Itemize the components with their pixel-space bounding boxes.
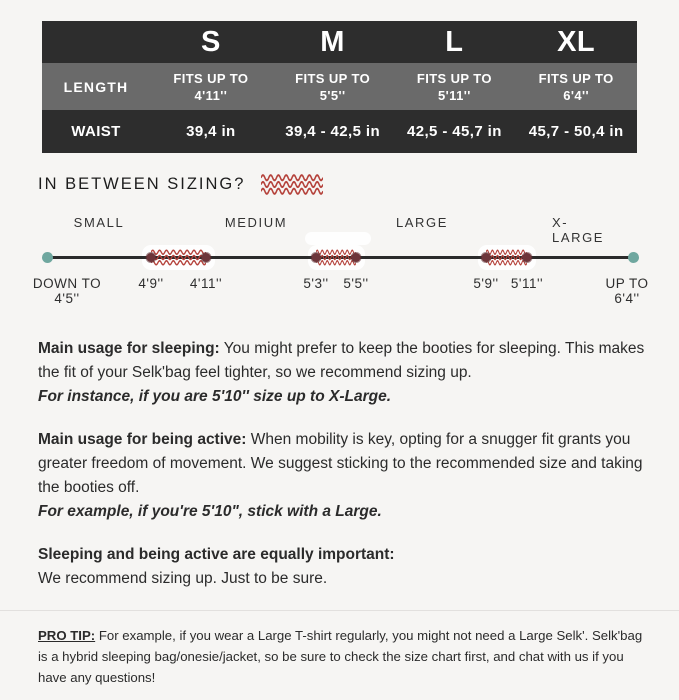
waist-cell-s: 39,4 in [186, 123, 236, 140]
divider [0, 610, 679, 611]
length-cell-m: FITS UP TO 5'5'' [295, 70, 371, 103]
size-chart-table [42, 21, 637, 153]
usage-note-sleeping [38, 337, 651, 409]
between-sizing-heading-row [38, 169, 679, 199]
scale-end-dot-left [42, 252, 53, 263]
scale-end-dot-right [628, 252, 639, 263]
usage-note-active [38, 428, 651, 524]
range-dot [482, 253, 491, 262]
note-example: For instance, if you are 5'10'' size up to X-Large. [38, 388, 392, 405]
waist-row [42, 110, 637, 153]
length-cell-l: FITS UP TO 5'11'' [416, 70, 492, 103]
note-heading: Main usage for being active: [38, 431, 247, 448]
waist-cell-xl: 45,7 - 50,4 in [528, 123, 624, 140]
scale-left-end-label: DOWN TO 4'5'' [32, 276, 102, 306]
tick-5-11: 5'11'' [510, 276, 544, 291]
note-heading: Sleeping and being active are equally important: [38, 546, 395, 563]
tick-5-5: 5'5'' [343, 276, 369, 291]
range-dot [147, 253, 156, 262]
zone-label-large: LARGE [395, 215, 449, 230]
pro-tip-body: For example, if you wear a Large T-shirt regularly, you might not need a Large Selk'. Selk'bag is a hybrid sleeping bag/onesie/jacket, so be sure to check the size chart first, and chat with us if you have any questions! [38, 628, 643, 685]
height-scale [32, 209, 649, 309]
size-chart-header-row [42, 21, 637, 63]
length-cell-s: FITS UP TO 4'11'' [173, 70, 249, 103]
usage-note-both [38, 543, 651, 591]
size-chart-corner [42, 21, 150, 63]
pro-tip-label: PRO TIP: [38, 628, 96, 643]
squiggle-icon [261, 171, 323, 198]
range-dot [523, 253, 532, 262]
between-range-squiggle-2 [316, 247, 356, 268]
waist-cell-m: 39,4 - 42,5 in [285, 123, 381, 140]
range-dot [352, 253, 361, 262]
note-heading: Main usage for sleeping: [38, 340, 220, 357]
between-range-squiggle-3 [486, 247, 527, 268]
tick-4-11: 4'11'' [189, 276, 223, 291]
size-column-m: M [320, 25, 345, 58]
tick-5-9: 5'9'' [473, 276, 499, 291]
size-column-xl: XL [557, 25, 596, 58]
range-dot [312, 253, 321, 262]
zone-label-xlarge: X-LARGE [552, 215, 605, 245]
size-column-l: L [445, 25, 464, 58]
zone-label-medium: MEDIUM [224, 215, 288, 230]
note-body: We recommend sizing up. Just to be sure. [38, 570, 328, 587]
highlight-band [305, 232, 371, 245]
length-row [42, 63, 637, 110]
range-dot [202, 253, 211, 262]
note-body: You might prefer to keep the booties for sleeping. This makes the fit of your Selk'bag feel tighter, so we recommend sizing up. [38, 340, 645, 381]
between-sizing-heading: IN BETWEEN SIZING? [38, 174, 246, 193]
tick-4-9: 4'9'' [138, 276, 164, 291]
length-cell-xl: FITS UP TO 6'4'' [538, 70, 614, 103]
usage-notes [38, 337, 651, 591]
scale-right-end-label: UP TO 6'4'' [605, 276, 649, 306]
note-example: For example, if you're 5'10", stick with a Large. [38, 503, 382, 520]
size-column-s: S [200, 25, 221, 58]
note-body: When mobility is key, opting for a snugger fit grants you greater freedom of movement. We suggest sticking to the recommended size and taking the booties off. [38, 431, 643, 496]
tick-5-3: 5'3'' [303, 276, 329, 291]
length-row-label: LENGTH [63, 78, 129, 95]
waist-row-label: WAIST [71, 123, 121, 140]
zone-label-small: SMALL [73, 215, 125, 230]
waist-cell-l: 42,5 - 45,7 in [406, 123, 502, 140]
between-range-squiggle-1 [151, 247, 206, 268]
